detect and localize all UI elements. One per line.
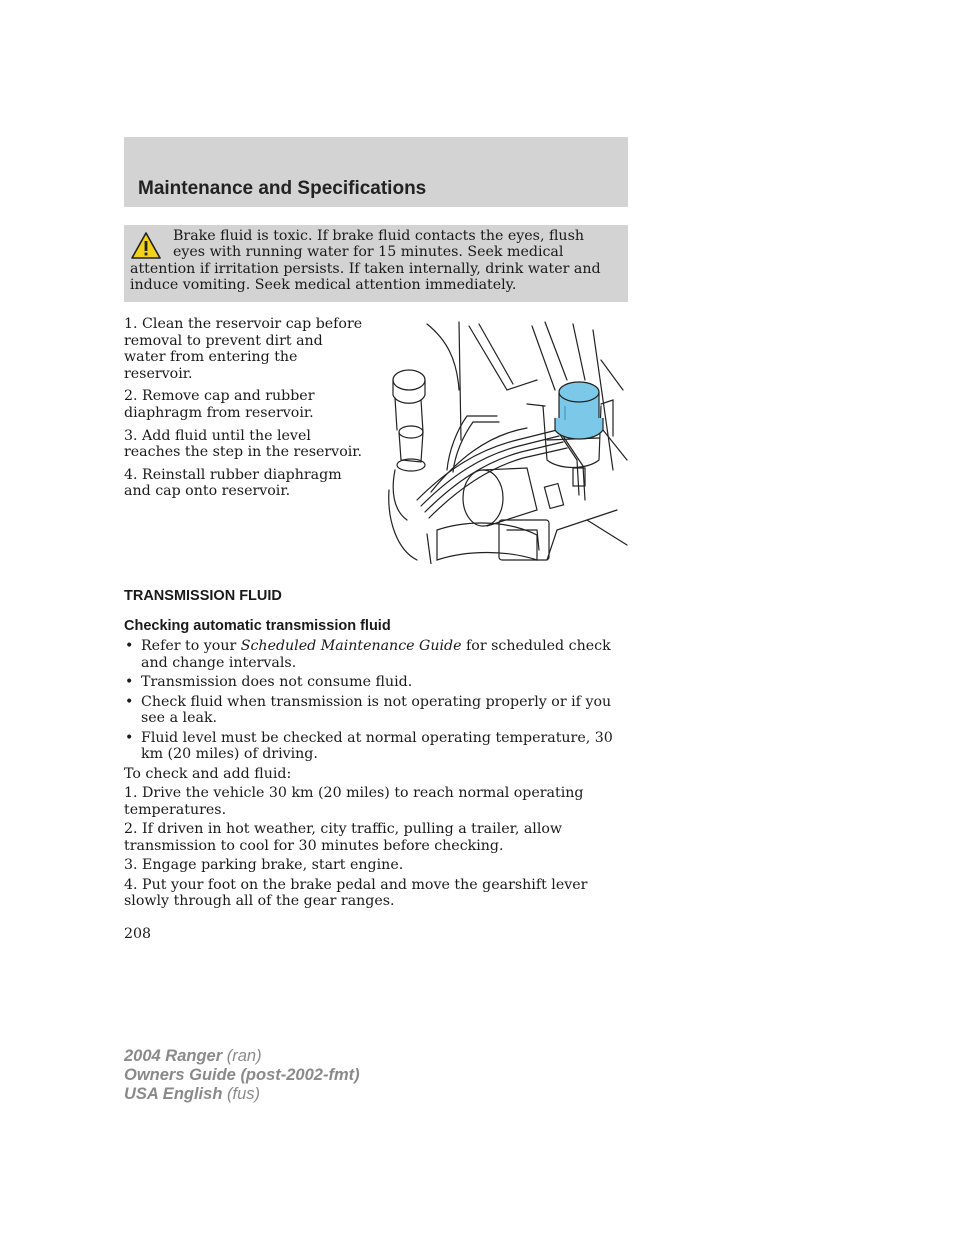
warning-box [124, 225, 628, 302]
brake-step-2: 2. Remove cap and rubber diaphragm from reservoir. [124, 388, 315, 421]
brake-reservoir-illustration [387, 320, 628, 564]
section-heading: TRANSMISSION FLUID [124, 588, 282, 604]
transmission-content [124, 638, 624, 913]
intro-text: To check and add fluid: [124, 765, 292, 782]
reservoir-cap-highlight [555, 382, 603, 439]
bullet-item: • Refer to your Scheduled Maintenance Guide for scheduled check and change intervals. [125, 638, 611, 671]
page-number: 208 [124, 926, 152, 942]
warning-text: Brake fluid is toxic. If brake fluid contacts the eyes, flush eyes with running water for 15 minutes. Seek medical attention if irritation persists. If taken internally, drink water and induce vomiting. Seek medical attention immediately. [130, 228, 601, 294]
bullet-item: • Transmission does not consume fluid. [125, 674, 413, 690]
brake-step-3: 3. Add fluid until the level reaches the step in the reservoir. [124, 427, 363, 461]
trans-step-1: 1. Drive the vehicle 30 km (20 miles) to reach normal operating temperatures. [124, 785, 584, 818]
bullet-dot: • [125, 729, 134, 746]
bullet-dot: • [125, 693, 134, 710]
section-header [124, 137, 628, 207]
brake-step-1: 1. Clean the reservoir cap before removal to prevent dirt and water from entering the reservoir. [124, 316, 363, 382]
guide-title: Scheduled Maintenance Guide [240, 638, 462, 654]
trans-step-3: 3. Engage parking brake, start engine. [124, 857, 404, 873]
trans-step-4: 4. Put your foot on the brake pedal and move the gearshift lever slowly through all of the gear ranges. [124, 876, 588, 909]
page-title: Maintenance and Specifications [138, 178, 427, 199]
trans-step-2: 2. If driven in hot weather, city traffic, pulling a trailer, allow transmission to cool for 30 minutes before checking. [124, 821, 563, 854]
brake-steps [124, 316, 366, 506]
bullet-dot: • [125, 638, 134, 654]
bullet-item: • Check fluid when transmission is not operating properly or if you see a leak. [125, 693, 612, 726]
bullet-dot: • [125, 674, 134, 690]
subsection-heading: Checking automatic transmission fluid [124, 618, 391, 634]
bullet-item: • Fluid level must be checked at normal operating temperature, 30 km (20 miles) of driving. [125, 729, 613, 762]
brake-step-4: 4. Reinstall rubber diaphragm and cap onto reservoir. [124, 466, 342, 500]
document-footer: 2004 Ranger (ran) Owners Guide (post-2002-fmt) USA English (fus) [124, 1047, 360, 1103]
